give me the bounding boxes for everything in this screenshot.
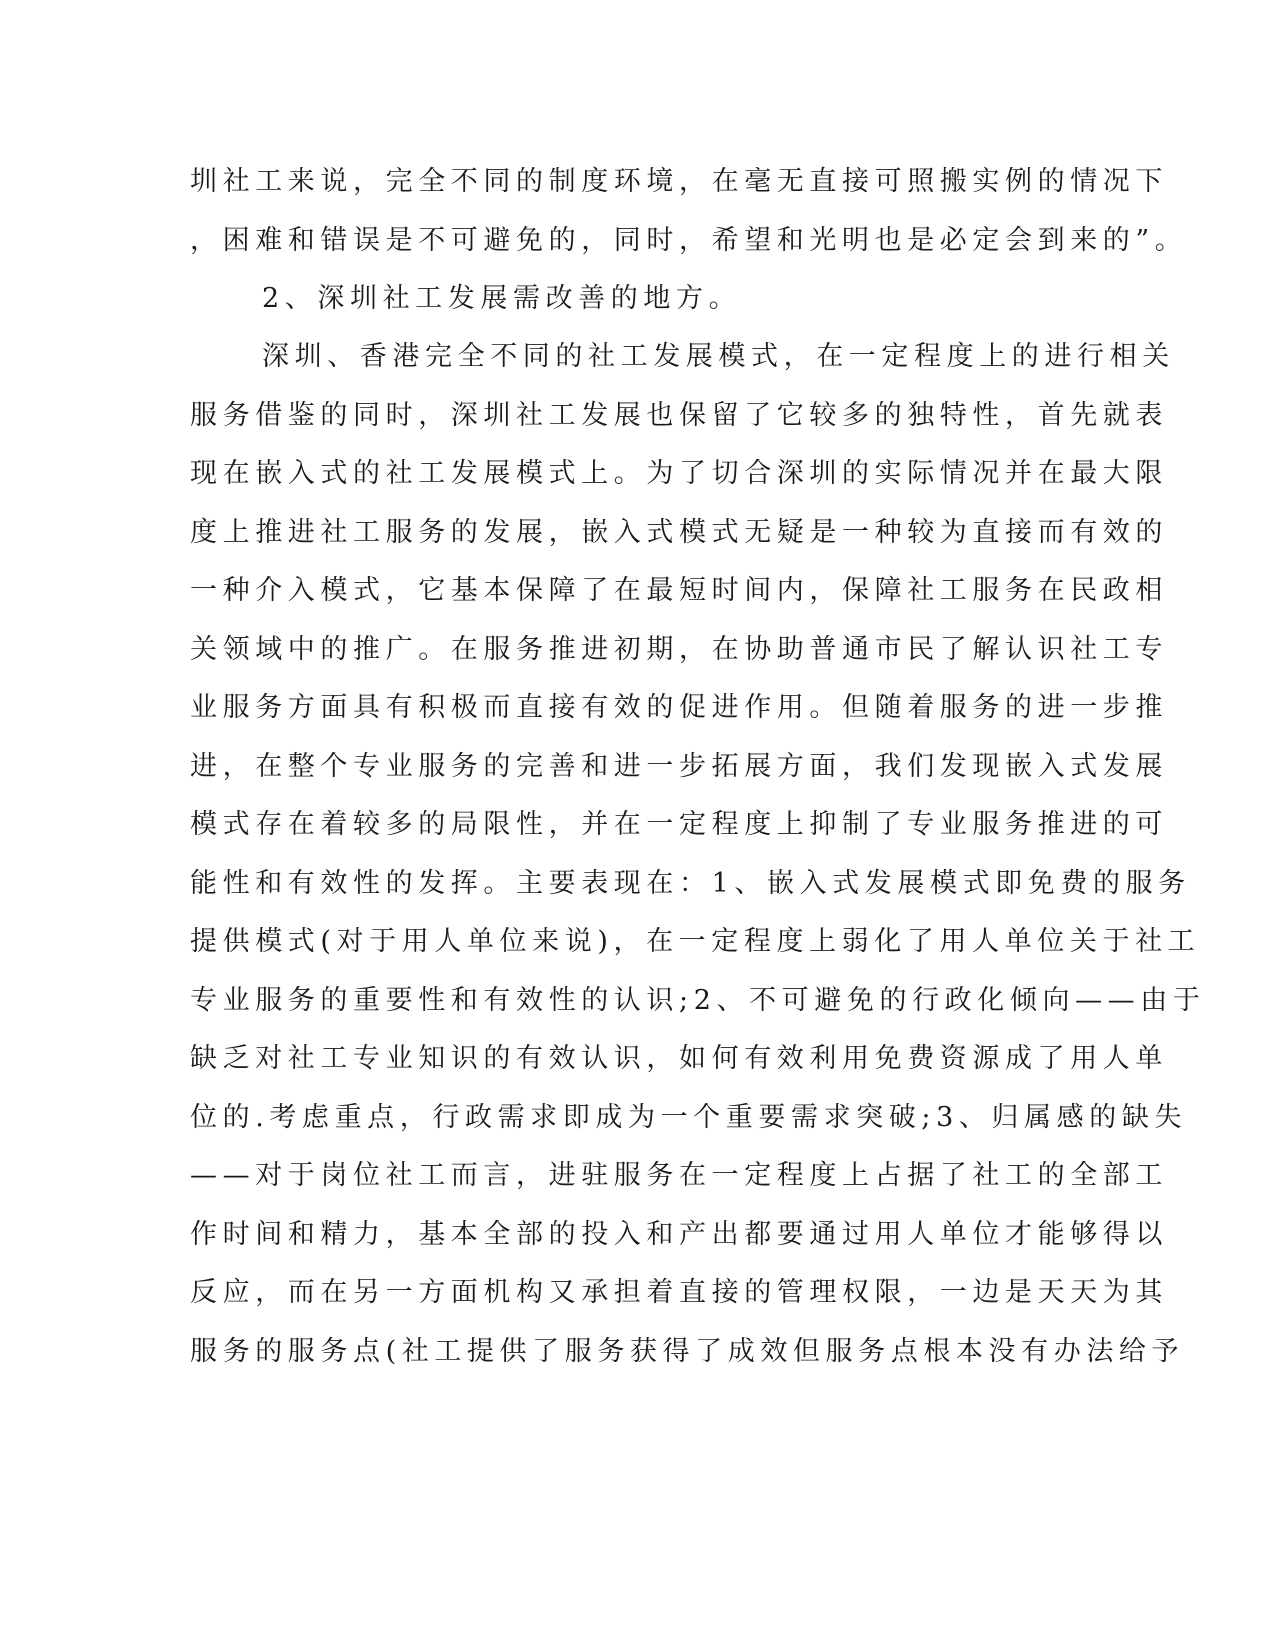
text-line: 位的.考虑重点，行政需求即成为一个重要需求突破;3、归属感的缺失 — [190, 1102, 1188, 1133]
text-line: ，困难和错误是不可避免的，同时，希望和光明也是必定会到来的”。 — [190, 225, 1188, 256]
text-line: 模式存在着较多的局限性，并在一定程度上抑制了专业服务推进的可 — [190, 809, 1168, 840]
text-line: 进，在整个专业服务的完善和进一步拓展方面，我们发现嵌入式发展 — [190, 751, 1168, 782]
text-line: 度上推进社工服务的发展，嵌入式模式无疑是一种较为直接而有效的 — [190, 517, 1168, 548]
text-line: 专业服务的重要性和有效性的认识;2、不可避免的行政化倾向——由于 — [190, 985, 1206, 1016]
text-line: 提供模式(对于用人单位来说)，在一定程度上弱化了用人单位关于社工 — [190, 926, 1201, 957]
section-heading: 2、深圳社工发展需改善的地方。 — [262, 283, 742, 314]
text-line: 反应，而在另一方面机构又承担着直接的管理权限，一边是天天为其 — [190, 1277, 1168, 1308]
text-line: 作时间和精力，基本全部的投入和产出都要通过用人单位才能够得以 — [190, 1219, 1168, 1250]
text-line: 一种介入模式，它基本保障了在最短时间内，保障社工服务在民政相 — [190, 575, 1168, 606]
text-line: 深圳、香港完全不同的社工发展模式，在一定程度上的进行相关 — [262, 341, 1175, 372]
text-line: 能性和有效性的发挥。主要表现在：1、嵌入式发展模式即免费的服务 — [190, 868, 1191, 899]
text-line: 关领域中的推广。在服务推进初期，在协助普通市民了解认识社工专 — [190, 634, 1168, 665]
text-line: 缺乏对社工专业知识的有效认识，如何有效利用免费资源成了用人单 — [190, 1043, 1168, 1074]
text-line: ——对于岗位社工而言，进驻服务在一定程度上占据了社工的全部工 — [190, 1160, 1168, 1191]
text-line: 现在嵌入式的社工发展模式上。为了切合深圳的实际情况并在最大限 — [190, 458, 1168, 489]
text-line: 服务的服务点(社工提供了服务获得了成效但服务点根本没有办法给予 — [190, 1336, 1185, 1367]
text-line: 服务借鉴的同时，深圳社工发展也保留了它较多的独特性，首先就表 — [190, 400, 1168, 431]
text-line: 圳社工来说，完全不同的制度环境，在毫无直接可照搬实例的情况下 — [190, 166, 1168, 197]
text-line: 业服务方面具有积极而直接有效的促进作用。但随着服务的进一步推 — [190, 692, 1168, 723]
